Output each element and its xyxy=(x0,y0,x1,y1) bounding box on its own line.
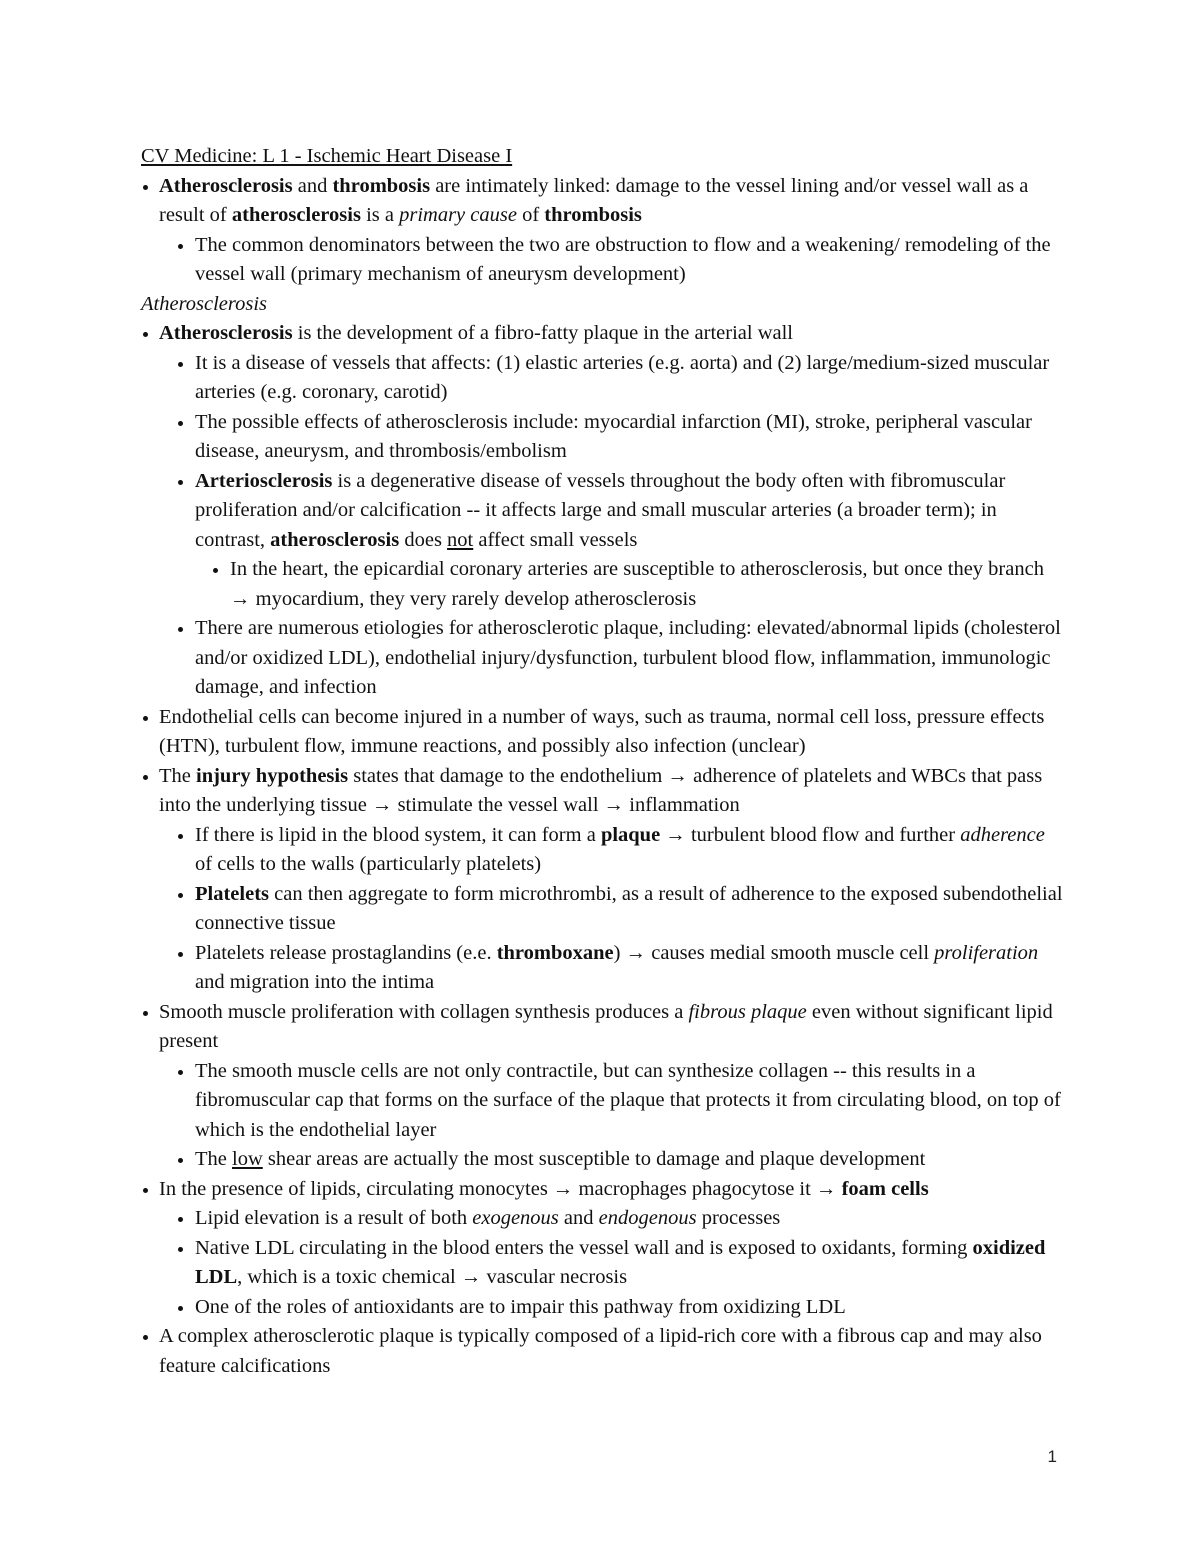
bold-text: plaque xyxy=(600,823,661,846)
bold-text: Arteriosclerosis xyxy=(195,469,333,492)
text-run: Platelets release prostaglandins (e.e. xyxy=(195,941,497,964)
text-run: → turbulent blood flow and further xyxy=(660,823,961,846)
text-run: The common denominators between the two are obstruction to flow and a weakening/ remodeling of the vessel wall (primary mechanism of aneurysm development) xyxy=(195,233,1051,285)
text-run: Native LDL circulating in the blood enters the vessel wall and is exposed to oxidants, forming xyxy=(195,1236,973,1259)
sub-bullet-item xyxy=(141,1145,1066,1175)
text-run: even without significant lipid present xyxy=(159,1000,1053,1052)
italic-text: primary cause xyxy=(399,204,517,226)
bullet-list xyxy=(141,319,1066,1381)
section-heading xyxy=(141,290,1066,320)
sub-bullet-item xyxy=(141,349,1066,408)
sub-bullet-item xyxy=(141,614,1066,703)
text-run: There are numerous etiologies for atherosclerotic plaque, including: elevated/abnormal lipids (cholesterol and/or oxidized LDL), endothelial injury/dysfunction, turbulent blood flow, inflammation, immunologic damage, and infection xyxy=(195,617,1061,698)
sub-bullet-item xyxy=(141,1293,1066,1323)
italic-text: adherence xyxy=(960,823,1045,846)
text-run: A complex atherosclerotic plaque is typically composed of a lipid-rich core with a fibrous cap and may also feature calcifications xyxy=(159,1325,1042,1377)
italic-text: exogenous xyxy=(472,1207,559,1229)
italic-text: Atherosclerosis xyxy=(141,292,268,315)
text-run: and migration into the intima xyxy=(195,971,435,993)
text-run: Lipid elevation is a result of both xyxy=(195,1207,473,1229)
text-run: Endothelial cells can become injured in a number of ways, such as trauma, normal cell loss, pressure effects (HTN), turbulent flow, immune reactions, and possibly also infection (unclear) xyxy=(159,705,1045,757)
sub-bullet-item xyxy=(141,1234,1066,1293)
bold-text: foam cells xyxy=(841,1177,929,1200)
bold-text: thrombosis xyxy=(544,204,642,226)
text-run: ) → causes medial smooth muscle cell xyxy=(613,941,935,964)
text-run: is a degenerative disease of vessels throughout the body often with fibromuscular proliferation and/or calcification -- it affects large and small muscular arteries (a broader term); in contrast, xyxy=(195,469,1006,551)
italic-text: fibrous plaque xyxy=(688,1000,807,1023)
bullet-item xyxy=(141,1175,1066,1205)
bold-text: injury hypothesis xyxy=(196,764,349,787)
italic-text: endogenous xyxy=(598,1207,697,1229)
sub-bullet-item xyxy=(141,408,1066,467)
sub-bullet-item xyxy=(141,1057,1066,1146)
sub-bullet-item xyxy=(141,1204,1066,1234)
text-run: , which is a toxic chemical → vascular necrosis xyxy=(237,1266,628,1288)
text-run: Smooth muscle proliferation with collagen synthesis produces a xyxy=(159,1000,689,1023)
bullet-list xyxy=(141,172,1066,290)
text-run: In the heart, the epicardial coronary arteries are susceptible to atherosclerosis, but once they branch → myocardium, they very rarely develop atherosclerosis xyxy=(230,558,1044,610)
text-run: can then aggregate to form microthrombi, as a result of adherence to the exposed subendothelial connective tissue xyxy=(195,882,1063,934)
sub-bullet-item xyxy=(141,467,1066,556)
underlined-text: low xyxy=(232,1148,263,1170)
text-run: affect small vessels xyxy=(473,528,638,551)
bold-text: thrombosis xyxy=(332,174,431,197)
text-run: It is a disease of vessels that affects: (1) elastic arteries (e.g. aorta) and (2) large/medium-sized muscular arteries (e.g. coronary, carotid) xyxy=(195,351,1050,403)
bullet-item xyxy=(141,703,1066,762)
text-run: In the presence of lipids, circulating monocytes → macrophages phagocytose it → xyxy=(159,1177,842,1200)
text-run: is the development of a fibro-fatty plaque in the arterial wall xyxy=(292,322,793,344)
bullet-item xyxy=(141,998,1066,1057)
document-title: CV Medicine: L 1 - Ischemic Heart Disease I xyxy=(141,145,513,167)
bold-text: oxidized LDL xyxy=(195,1236,1046,1288)
italic-text: proliferation xyxy=(934,941,1039,964)
text-run: If there is lipid in the blood system, it can form a xyxy=(195,823,601,846)
text-run: The xyxy=(159,764,196,787)
bullet-item xyxy=(141,319,1066,349)
sub-sub-bullet-item xyxy=(141,555,1066,614)
document-content xyxy=(141,142,1066,1381)
sub-bullet-item xyxy=(141,231,1066,290)
text-run: The xyxy=(195,1148,232,1170)
page-number: 1 xyxy=(1047,1447,1057,1466)
text-run: and xyxy=(292,174,333,197)
sub-bullet-item xyxy=(141,939,1066,998)
bold-text: atherosclerosis xyxy=(270,528,400,551)
bold-text: atherosclerosis xyxy=(231,204,361,226)
text-run: One of the roles of antioxidants are to impair this pathway from oxidizing LDL xyxy=(195,1295,846,1318)
bold-text: Platelets xyxy=(195,882,269,905)
text-run: does xyxy=(399,528,448,551)
underlined-text: not xyxy=(447,528,474,551)
text-run: is a xyxy=(360,204,400,226)
text-run: The possible effects of atherosclerosis include: myocardial infarction (MI), stroke, peripheral vascular disease, aneurysm, and thrombosis/embolism xyxy=(195,410,1032,462)
text-run: of xyxy=(516,204,545,226)
sub-bullet-item xyxy=(141,821,1066,880)
text-run: processes xyxy=(696,1207,781,1229)
text-run: shear areas are actually the most susceptible to damage and plaque development xyxy=(262,1148,926,1170)
bold-text: Atherosclerosis xyxy=(159,322,293,344)
text-run: of cells to the walls (particularly platelets) xyxy=(195,853,542,875)
text-run: states that damage to the endothelium → adherence of platelets and WBCs that pass into the underlying tissue → stimulate the vessel wall → inflammation xyxy=(159,764,1043,816)
bold-text: Atherosclerosis xyxy=(159,174,293,197)
sub-bullet-item xyxy=(141,880,1066,939)
bullet-item xyxy=(141,172,1066,231)
text-run: are intimately linked: damage to the vessel lining and/or vessel wall as a result of xyxy=(159,174,1029,226)
bullet-item xyxy=(141,762,1066,821)
bold-text: thromboxane xyxy=(496,941,614,964)
bullet-item xyxy=(141,1322,1066,1381)
text-run: and xyxy=(558,1207,599,1229)
text-run: The smooth muscle cells are not only contractile, but can synthesize collagen -- this results in a fibromuscular cap that forms on the surface of the plaque that protects it from circulating blood, on top of which is the endothelial layer xyxy=(195,1059,1061,1141)
